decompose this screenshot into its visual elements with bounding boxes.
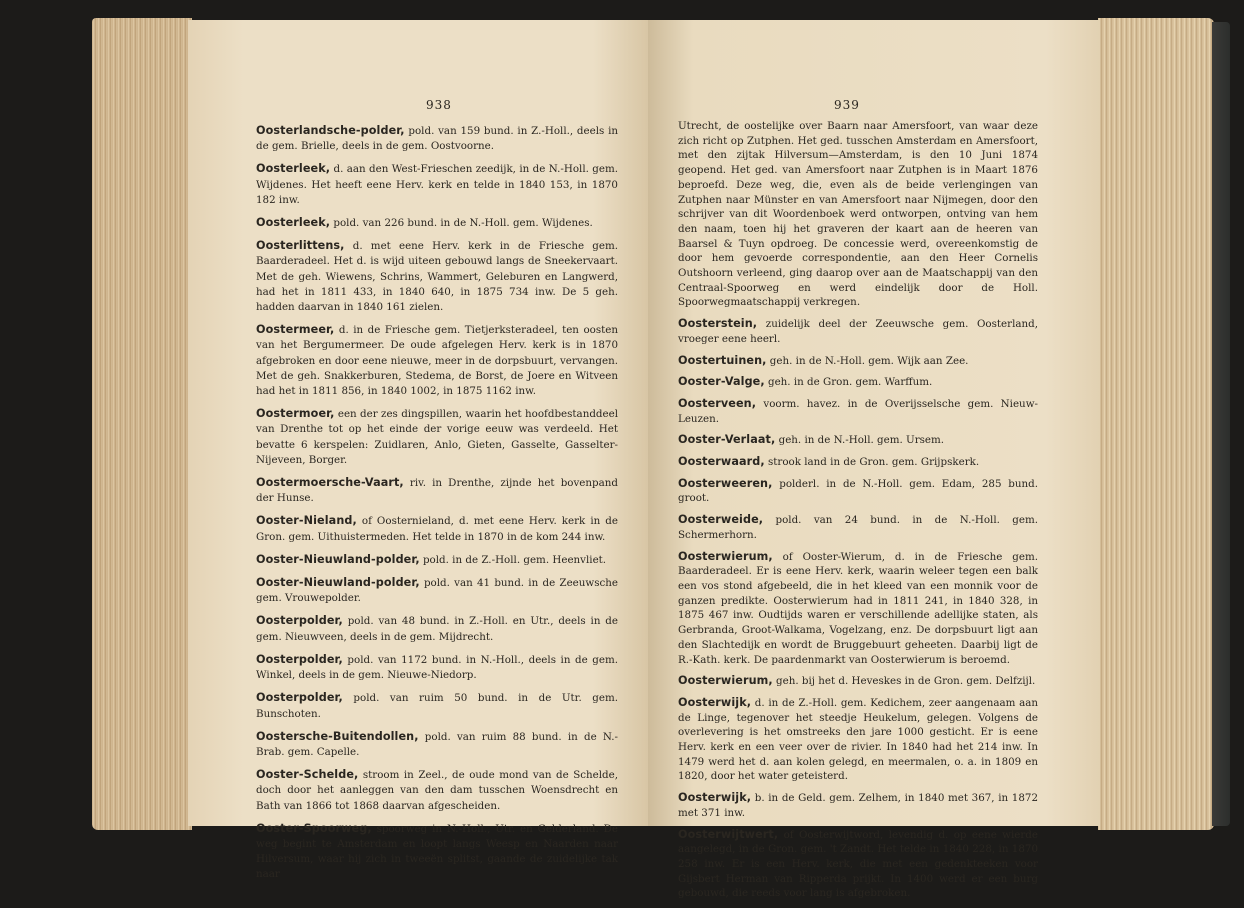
right-page-text (678, 119, 1038, 908)
dictionary-entry (256, 238, 618, 315)
dictionary-entry (678, 317, 1038, 346)
entry-body: pold. van 41 bund. in de Zeeuwsche gem. Vrouwepolder. (256, 577, 618, 605)
dictionary-entry (678, 433, 1038, 448)
entry-body: geh. in de Gron. gem. Warffum. (764, 376, 933, 389)
dictionary-entry (256, 652, 618, 683)
dictionary-entry (256, 690, 618, 721)
entry-body: d. in de Z.-Holl. gem. Kedichem, zeer aangenaam aan de Linge, tegenover het steedje Heukelum, gelegen. Volgens de overlevering is het omstreeks den jare 1000 gesticht. Er is eene Herv. kerk en een veer over de rivier. In 1840 had het 214 inw. In 1479 werd het d. aan kolen gelegd, en meermalen, o. a. in 1809 en 1820, door het water geteisterd. (678, 696, 1038, 783)
entry-headword: Ooster-Nieuwland-polder, (256, 552, 420, 566)
entry-headword: Oosterwijk, (678, 791, 752, 805)
entry-headword: Oosterwierum, (678, 674, 773, 688)
entry-continuation: Utrecht, de oostelijke over Baarn naar Amersfoort, van waar deze zich richt op Zutphen. Het ged. tusschen Amsterdam en Amersfoort, met den zijtak Hilversum—Amsterdam, is den 10 Juni 1874 geopend. Het ged. van Amersfoort naar Zutphen is in Maart 1876 beproefd. Deze weg, die, even als de beide verlengingen van Zutphen naar Münster en van Amersfoort naar Nijmegen, door den schrijver van dit Woordenboek werd ontworpen, ontving van hem den naam, toen hij het graveren der kaart aan de heeren van Baarsel & Tuyn opdroeg. De concessie werd, overeenkomstig de door hem gevoerde correspondentie, aan den Heer Cornelis Outshoorn verleend, ging daarop over aan de Maatschappij van den Centraal-Spoorweg en werd eindelijk door de Holl. Spoorwegmaatschappij verkregen. (678, 120, 1038, 309)
entry-headword: Oostermoer, (256, 407, 335, 421)
dictionary-entry (678, 696, 1038, 784)
entry-body: of Ooster-Wierum, d. in de Friesche gem. Baarderadeel. Er is eene Herv. kerk, waarin weleer tegen een balk een vos stond afgebeeld, die in het kleed van een monnik voor de ganzen predikte. Oosterwierum had in 1811 241, in 1840 328, in 1875 467 inw. Oudtijds waren er verschillende adellijke staten, als Gerbranda, Groot-Walkama, Vogelzang, enz. De dorpsbuurt ligt aan den Slachtedijk en wordt de Bruggebuurt geheeten. Daarbij ligt de R.-Kath. kerk. De paardenmarkt van Oosterwierum is beroemd. (678, 550, 1038, 666)
entry-headword: Oostermeer, (256, 323, 335, 337)
entry-headword: Oosterweeren, (678, 476, 773, 490)
dictionary-entry (256, 123, 618, 154)
page-edges-right (1098, 18, 1214, 830)
entry-headword: Oosterstein, (678, 317, 758, 331)
entry-headword: Ooster-Nieuwland-polder, (256, 576, 420, 590)
entry-body: riv. in Drenthe, zijnde het bovenpand der Hunse. (256, 477, 618, 505)
dictionary-entry (256, 513, 618, 544)
dictionary-entry (678, 477, 1038, 506)
entry-body: polderl. in de N.-Holl. gem. Edam, 285 bund. groot. (678, 477, 1038, 505)
dictionary-entry (256, 821, 618, 883)
book-cover-edge (1212, 22, 1230, 826)
page-edges-left (92, 18, 192, 830)
dictionary-entry (256, 575, 618, 606)
entry-headword: Oostersche-Buitendollen, (256, 729, 419, 743)
entry-body: geh. bij het d. Heveskes in de Gron. gem. Delfzijl. (772, 675, 1036, 688)
entry-headword: Ooster-Valge, (678, 375, 765, 389)
entry-headword: Ooster-Schelde, (256, 768, 359, 782)
dictionary-entry (678, 397, 1038, 426)
dictionary-entry (256, 406, 618, 468)
dictionary-entry (678, 550, 1038, 668)
entry-headword: Oosterwijk, (678, 695, 752, 709)
left-page-text (256, 123, 618, 890)
dictionary-entry (256, 552, 618, 568)
entry-body: of Oosterwijtword, levendig d. op eene wierde aangelegd, in de Gron. gem. 't Zandt. Het telde in 1840 228, in 1870 258 inw. Er is een Herv. kerk, die met een gedenkteeken voor Gijsbert Herman van Ripperda prijkt. In 1400 werd er een burg gebouwd, die reeds voor lang is afgebroken. (678, 828, 1038, 900)
entry-body: strook land in de Gron. gem. Grijpskerk. (764, 456, 980, 469)
entry-body: d. aan den West-Frieschen zeedijk, in de N.-Holl. gem. Wijdenes. Het heeft eene Herv. kerk en telde in 1840 153, in 1870 182 inw. (256, 163, 618, 206)
entry-body: een der zes dingspillen, waarin het hoofdbestanddeel van Drenthe tot op het einde der vorige eeuw was verdeeld. Het bevatte 6 kerspelen: Zuidlaren, Anlo, Gieten, Gasselte, Gasselter-Nijeveen, Borger. (256, 408, 618, 466)
dictionary-entry (256, 613, 618, 644)
page-number: 939 (834, 98, 860, 112)
right-page (648, 20, 1100, 900)
entry-headword: Oosterweide, (678, 513, 764, 527)
entry-headword: Ooster-Nieland, (256, 514, 357, 528)
dictionary-entry (256, 215, 618, 231)
dictionary-entry (678, 791, 1038, 820)
entry-body: stroom in Zeel., de oude mond van de Schelde, doch door het aanleggen van den dam tusschen Woensdrecht en Bath van 1866 tot 1868 daarvan afgescheiden. (256, 769, 618, 812)
entry-headword: Oostermoersche-Vaart, (256, 476, 404, 490)
entry-body: pold. van 1172 bund. in N.-Holl., deels in de gem. Winkel, deels in de gem. Nieuwe-Niedorp. (256, 653, 618, 682)
entry-body: voorm. havez. in de Overijsselsche gem. Nieuw-Leuzen. (678, 397, 1038, 425)
entry-headword: Oosterwaard, (678, 455, 765, 469)
entry-headword: Oosterwierum, (678, 549, 773, 563)
dictionary-entry (678, 455, 1038, 470)
dictionary-entry (678, 354, 1038, 369)
entry-body: pold. van 159 bund. in Z.-Holl., deels in de gem. Brielle, deels in de gem. Oostvoorne. (256, 125, 618, 153)
entry-headword: Ooster-Verlaat, (678, 433, 776, 447)
dictionary-entry (256, 767, 618, 814)
dictionary-entry (256, 475, 618, 506)
entry-body: pold. van 226 bund. in de N.-Holl. gem. Wijdenes. (330, 217, 593, 230)
entry-body: pold. van 24 bund. in de N.-Holl. gem. Schermerhorn. (678, 514, 1038, 541)
entry-body: spoorweg in N.-Holl., Utr. en Gelderland. De weg begint te Amsterdam en loopt langs Weesp en Naarden naar Hilversum, waar hij zich in tweeën splitst, gaande de zuidelijke tak naar (256, 822, 618, 881)
dictionary-entry (678, 375, 1038, 390)
entry-body: b. in de Geld. gem. Zelhem, in 1840 met 367, in 1872 met 371 inw. (678, 792, 1038, 819)
entry-headword: Oosterlandsche-polder, (256, 124, 405, 137)
dictionary-entry (256, 161, 618, 208)
dictionary-entry (678, 674, 1038, 689)
entry-headword: Oosterlittens, (256, 239, 345, 253)
entry-body: pold. in de Z.-Holl. gem. Heenvliet. (419, 553, 607, 566)
left-page (188, 20, 648, 881)
dictionary-entry (678, 513, 1038, 542)
entry-body: pold. van ruim 50 bund. in de Utr. gem. Bunschoten. (256, 692, 618, 720)
entry-body: pold. van 48 bund. in Z.-Holl. en Utr., deels in de gem. Nieuwveen, deels in de gem. Mijdrecht. (256, 615, 618, 643)
entry-headword: Oosterpolder, (256, 614, 343, 628)
entry-headword: Oosterpolder, (256, 652, 343, 666)
entry-body: geh. in de N.-Holl. gem. Wijk aan Zee. (766, 354, 969, 367)
entry-body: d. in de Friesche gem. Tietjerksteradeel, ten oosten van het Bergumermeer. De oude afgelegen Herv. kerk is in 1870 afgebroken en door eene nieuwe, meer in de dorpsbuurt, vervangen. Met de geh. Snakkerburen, Stedema, de Borst, de Joere en Witveen had het in 1811 856, in 1840 1002, in 1875 1162 inw. (256, 324, 618, 398)
entry-headword: Oosterwijtwert, (678, 827, 779, 841)
entry-body: zuidelijk deel der Zeeuwsche gem. Oosterland, vroeger eene heerl. (678, 318, 1038, 345)
dictionary-entry (678, 828, 1038, 902)
entry-headword: Oostertuinen, (678, 353, 767, 367)
entry-headword: Oosterveen, (678, 396, 757, 410)
entry-headword: Oosterpolder, (256, 691, 343, 705)
entry-body: pold. van ruim 88 bund. in de N.-Brab. gem. Capelle. (256, 730, 618, 758)
entry-headword: Oosterleek, (256, 216, 331, 230)
page-number: 938 (426, 98, 452, 112)
entry-body: geh. in de N.-Holl. gem. Ursem. (775, 434, 945, 447)
entry-headword: Oosterleek, (256, 162, 331, 176)
dictionary-entry (256, 322, 618, 399)
dictionary-entry (256, 729, 618, 760)
entry-headword: Ooster-Spoorweg, (256, 821, 372, 835)
entry-body: d. met eene Herv. kerk in de Friesche gem. Baarderadeel. Het d. is wijd uiteen gebouwd langs de Sneekervaart. Met de geh. Wiewens, Schrins, Wammert, Geleburen en Langwerd, had het in 1811 433, in 1840 640, in 1875 734 inw. De 5 geh. hadden daarvan in 1840 161 zielen. (256, 240, 618, 314)
entry-body: of Oosternieland, d. met eene Herv. kerk in de Gron. gem. Uithuistermeden. Het telde in 1870 in de kom 244 inw. (256, 515, 618, 543)
